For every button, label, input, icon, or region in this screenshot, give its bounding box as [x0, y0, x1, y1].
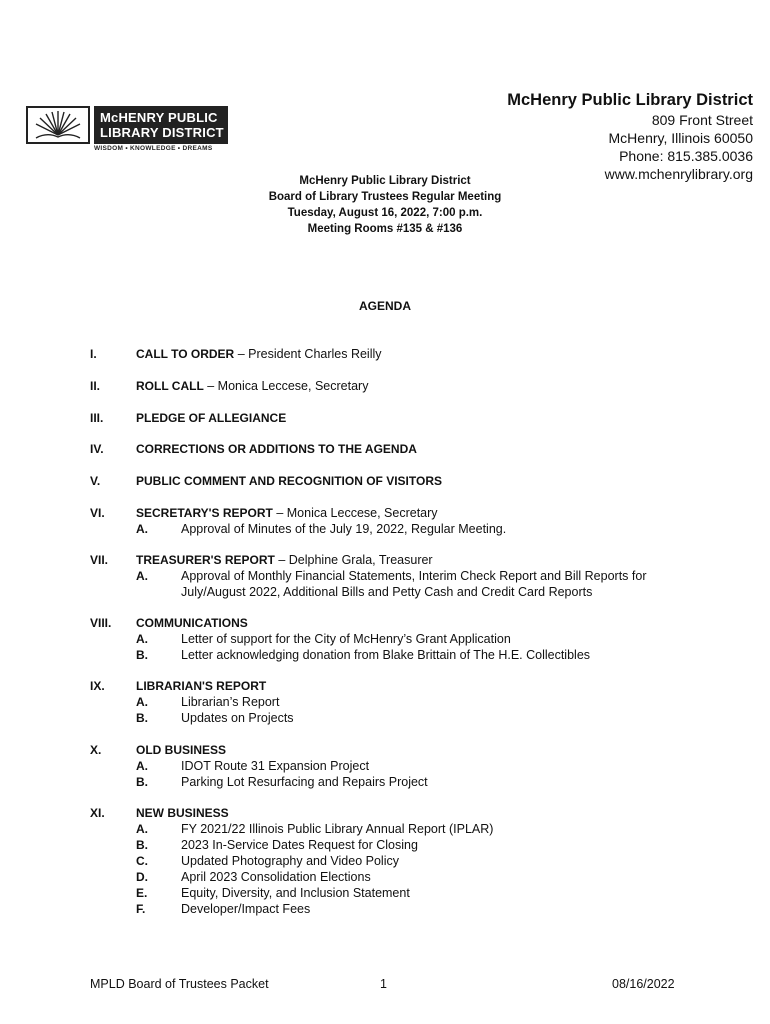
subitem-letter: C. — [136, 854, 148, 868]
agenda-item-title: PUBLIC COMMENT AND RECOGNITION OF VISITORS — [136, 474, 443, 488]
subitem-text: IDOT Route 31 Expansion Project — [181, 759, 370, 773]
agenda-item-number: VIII. — [90, 616, 112, 630]
org-phone: Phone: 815.385.0036 — [619, 148, 753, 164]
agenda-item-number: XI. — [90, 806, 105, 820]
agenda-title: AGENDA — [358, 299, 411, 313]
agenda-item-title: LIBRARIAN'S REPORT — [136, 679, 267, 693]
subitem-text: Letter of support for the City of McHenry’s Grant Application — [181, 632, 511, 646]
subitem-letter: E. — [136, 886, 148, 900]
subitem-letter: A. — [136, 759, 148, 773]
meeting-type: Board of Library Trustees Regular Meeting — [268, 191, 502, 203]
agenda-item-heading — [136, 679, 266, 693]
sunburst-book-icon — [26, 106, 90, 144]
agenda-item-heading — [136, 347, 382, 361]
agenda-item-title: CALL TO ORDER — [136, 347, 235, 361]
agenda-item-number: IV. — [90, 442, 104, 456]
subitem-letter: D. — [136, 870, 148, 884]
footer-left: MPLD Board of Trustees Packet — [90, 977, 269, 991]
agenda-item-number: II. — [90, 379, 101, 393]
agenda-item-title: CORRECTIONS OR ADDITIONS TO THE AGENDA — [136, 442, 417, 456]
agenda-item-title: TREASURER'S REPORT — [136, 553, 275, 567]
meeting-datetime: Tuesday, August 16, 2022, 7:00 p.m. — [287, 207, 483, 219]
agenda-item-detail: – Monica Leccese, Secretary — [203, 379, 369, 393]
agenda-item-title: NEW BUSINESS — [136, 806, 229, 820]
footer-date: 08/16/2022 — [612, 977, 675, 991]
org-name: McHenry Public Library District — [507, 91, 753, 109]
agenda-item-heading — [136, 442, 417, 456]
meeting-info — [200, 173, 570, 237]
agenda-item-heading — [136, 553, 433, 567]
agenda-item-detail: – Delphine Grala, Treasurer — [274, 553, 433, 567]
subitem-letter: A. — [136, 569, 148, 583]
agenda-item-title: COMMUNICATIONS — [136, 616, 248, 630]
agenda-item-number: IX. — [90, 679, 105, 693]
meeting-org: McHenry Public Library District — [299, 175, 471, 187]
subitem-text: Approval of Minutes of the July 19, 2022, Regular Meeting. — [181, 522, 507, 536]
subitem-text: Equity, Diversity, and Inclusion Statement — [181, 886, 410, 900]
agenda-item-detail: – Monica Leccese, Secretary — [272, 506, 438, 520]
subitem-letter: A. — [136, 522, 148, 536]
agenda-item-number: V. — [90, 474, 101, 488]
subitem-letter: B. — [136, 711, 148, 725]
subitem-text: 2023 In-Service Dates Request for Closing — [181, 838, 418, 852]
logo-line2: LIBRARY DISTRICT — [100, 125, 224, 140]
org-address-block — [507, 90, 753, 183]
library-logo — [26, 106, 230, 154]
subitem-letter: F. — [136, 902, 146, 916]
subitem-text: Updates on Projects — [181, 711, 294, 725]
subitem-letter: A. — [136, 632, 148, 646]
subitem-text: Letter acknowledging donation from Blake Brittain of The H.E. Collectibles — [181, 648, 591, 662]
subitem-letter: A. — [136, 695, 148, 709]
subitem-text: Librarian’s Report — [181, 695, 280, 709]
agenda-item-heading — [136, 379, 368, 393]
agenda-item-detail: – President Charles Reilly — [234, 347, 382, 361]
agenda-item-title: OLD BUSINESS — [136, 743, 227, 757]
org-city: McHenry, Illinois 60050 — [608, 130, 753, 146]
subitem-text: April 2023 Consolidation Elections — [181, 870, 371, 884]
agenda-item-heading — [136, 474, 442, 488]
subitem-text: Parking Lot Resurfacing and Repairs Project — [181, 775, 428, 789]
agenda-item-heading — [136, 411, 286, 425]
subitem-text: Developer/Impact Fees — [181, 902, 311, 916]
agenda-item-number: VI. — [90, 506, 105, 520]
org-website: www.mchenrylibrary.org — [604, 166, 753, 182]
org-street: 809 Front Street — [651, 112, 753, 128]
subitem-text: FY 2021/22 Illinois Public Library Annual Report (IPLAR) — [181, 822, 494, 836]
logo-wordmark — [94, 106, 228, 144]
subitem-letter: A. — [136, 822, 148, 836]
agenda-item-heading — [136, 743, 226, 757]
footer-page-number: 1 — [380, 977, 387, 991]
agenda-item-number: X. — [90, 743, 102, 757]
logo-tagline: WISDOM • KNOWLEDGE • DREAMS — [94, 145, 213, 152]
agenda-item-number: I. — [90, 347, 97, 361]
subitem-letter: B. — [136, 775, 148, 789]
agenda-item-heading — [136, 616, 248, 630]
logo-line1: McHENRY PUBLIC — [100, 110, 218, 125]
subitem-text: Updated Photography and Video Policy — [181, 854, 399, 868]
agenda-item-title: ROLL CALL — [136, 379, 204, 393]
agenda-item-title: SECRETARY'S REPORT — [136, 506, 273, 520]
agenda-item-number: VII. — [90, 553, 109, 567]
agenda-item-number: III. — [90, 411, 104, 425]
agenda-item-heading — [136, 506, 438, 520]
agenda-item-title: PLEDGE OF ALLEGIANCE — [136, 411, 287, 425]
subitem-letter: B. — [136, 648, 148, 662]
meeting-location: Meeting Rooms #135 & #136 — [307, 223, 463, 235]
subitem-letter: B. — [136, 838, 148, 852]
agenda-item-heading — [136, 806, 229, 820]
subitem-text: Approval of Monthly Financial Statements, Interim Check Report and Bill Reports for July/August 2022, Additional Bills and Petty Cash and Credit Card Reports — [181, 569, 647, 599]
